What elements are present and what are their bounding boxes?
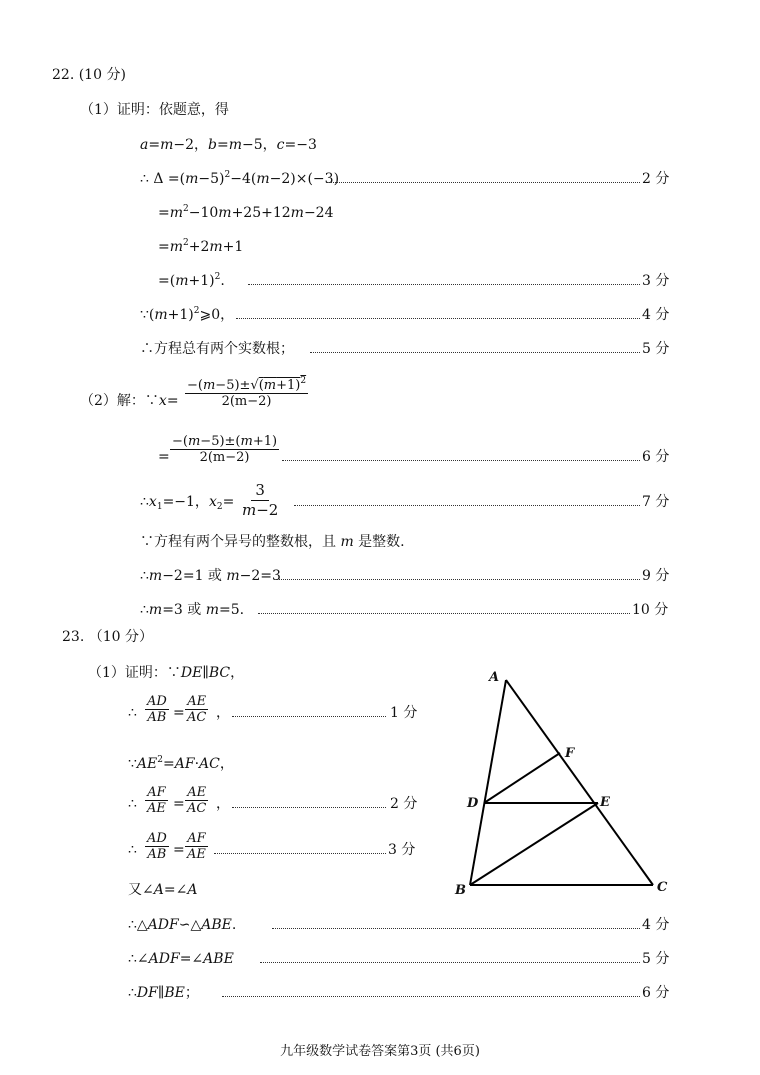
q22-leader-dots-10 xyxy=(258,613,630,614)
q23-common-angle: 又∠A=∠A xyxy=(128,882,198,898)
q22-score-6: 6 分 xyxy=(642,449,670,465)
q22-step-simplify: $=m^2+2m+1$ xyxy=(158,238,244,255)
label-d: D xyxy=(467,796,479,811)
q22-roots: $\therefore x_1=-1$，$x_2=$ xyxy=(140,494,235,512)
q23-therefore-3: ∴ xyxy=(128,842,137,858)
q22-leader-dots-5 xyxy=(310,352,640,353)
q23-parallel: ∴DF∥BE； xyxy=(128,985,199,1001)
q23-ratio-ae-2: AE xyxy=(187,785,207,800)
q22-x2-denominator: m−2 xyxy=(242,501,279,519)
q23-eq-1: = xyxy=(173,705,185,721)
label-b: B xyxy=(455,883,466,898)
q23-ratio-ac: AC xyxy=(187,710,207,725)
q22-leader-dots-6 xyxy=(282,460,640,461)
q22-discriminant: ∴ $\Delta =(m-5)^2-4(m-2)\times(-3)$ xyxy=(140,170,340,187)
side-ab xyxy=(470,680,506,885)
q22-step-expand: $=m^2-10m+25+12m-24$ xyxy=(158,204,334,221)
q23-ratio-af-2: AF xyxy=(187,831,206,846)
q22-score-2: 2 分 xyxy=(642,171,670,187)
label-a: A xyxy=(489,670,500,685)
q22-leader-dots-9 xyxy=(276,579,640,580)
q23-score-4: 4 分 xyxy=(642,917,670,933)
q23-ratio-ad: AD xyxy=(147,694,167,709)
q22-root-formula xyxy=(185,378,308,409)
q23-therefore-2: ∴ xyxy=(128,796,137,812)
q23-comma-1: ， xyxy=(216,705,230,721)
q22-integer-roots: ∵方程有两个异号的整数根，且 m 是整数. xyxy=(140,534,405,550)
q22-score-4: 4 分 xyxy=(642,307,670,323)
q23-ratio-ae-ac-2 xyxy=(185,785,208,816)
q23-leader-dots-2 xyxy=(232,807,386,808)
q22-leader-dots-3 xyxy=(248,284,640,285)
q23-ratio-af-ae xyxy=(145,785,168,816)
q22-root-simplified-numerator: −(m−5)±(m+1) xyxy=(172,434,278,449)
label-c: C xyxy=(657,880,668,895)
q23-score-6: 6 分 xyxy=(642,985,670,1001)
q23-similar: ∴△ADF∽△ABE. xyxy=(128,917,237,933)
q22-heading: 22. (10 分) xyxy=(52,67,126,83)
q23-eq-3: = xyxy=(173,842,185,858)
q23-ratio-ad-ab-2 xyxy=(145,831,169,862)
segment-df xyxy=(484,753,560,803)
q23-ratio-ad-2: AD xyxy=(147,831,167,846)
q23-ratio-ad-ab xyxy=(145,694,169,725)
q22-part1-label: （1）证明：依题意，得 xyxy=(80,102,229,118)
label-f: F xyxy=(565,746,575,761)
q22-score-5: 5 分 xyxy=(642,341,670,357)
q23-score-1: 1 分 xyxy=(390,705,418,721)
q22-conclusion-1: ∴方程总有两个实数根； xyxy=(140,341,294,357)
triangle-figure xyxy=(440,660,680,900)
label-e: E xyxy=(600,795,610,810)
q23-comma-2: ， xyxy=(216,796,230,812)
q23-score-3: 3 分 xyxy=(388,842,416,858)
q23-ratio-ab-2: AB xyxy=(147,847,167,862)
side-ac xyxy=(506,680,653,885)
q23-leader-dots-1 xyxy=(232,716,386,717)
q23-equal-angles: ∴∠ADF=∠ABE xyxy=(128,951,234,967)
q22-part2-label: （2）解：∵x= xyxy=(80,393,179,409)
q23-leader-dots-5 xyxy=(260,962,640,963)
q22-root-simplified xyxy=(170,434,279,465)
q23-part1-label: （1）证明：∵DE∥BC， xyxy=(88,665,245,681)
q23-leader-dots-4 xyxy=(272,928,640,929)
q22-x2-numerator: 3 xyxy=(251,481,269,501)
q22-score-7: 7 分 xyxy=(642,494,670,510)
q23-ratio-ae-ac xyxy=(185,694,208,725)
q23-therefore-1: ∴ xyxy=(128,705,137,721)
page-footer: 九年级数学试卷答案第3页 (共6页) xyxy=(280,1044,480,1059)
q22-coefficients: a=m−2，b=m−5，c=−3 xyxy=(140,137,317,153)
q23-leader-dots-6 xyxy=(222,996,640,997)
q22-answer: ∴m=3 或 m=5. xyxy=(140,602,245,618)
q22-score-10: 10 分 xyxy=(632,602,669,618)
q23-ratio-af: AF xyxy=(147,785,166,800)
q22-root-formula-denominator: 2(m−2) xyxy=(221,394,272,409)
q23-score-5: 5 分 xyxy=(642,951,670,967)
q22-eq-sign: = xyxy=(158,449,170,465)
q22-leader-dots-2 xyxy=(326,182,640,183)
segment-be xyxy=(470,803,598,885)
q23-ratio-ae-den: AE xyxy=(147,801,166,816)
q23-ratio-af-ae-2 xyxy=(185,831,208,862)
q23-ratio-ae-3: AE xyxy=(187,847,206,862)
q23-score-2: 2 分 xyxy=(390,796,418,812)
q22-step-square: $=(m+1)^2$. xyxy=(158,272,225,289)
q22-nonnegative: $\because(m+1)^2⩾0$， xyxy=(140,306,235,323)
q22-root-simplified-denominator: 2(m−2) xyxy=(199,450,250,465)
q22-x2-fraction xyxy=(240,481,280,520)
q23-ratio-ac-2: AC xyxy=(187,801,207,816)
q23-ae-squared: $\because AE^2=AF\cdot AC$， xyxy=(128,755,234,772)
q23-heading: 23. （10 分） xyxy=(62,629,153,645)
q23-leader-dots-3 xyxy=(214,853,386,854)
q23-ratio-ae: AE xyxy=(187,694,207,709)
q22-score-9: 9 分 xyxy=(642,568,670,584)
q22-cases: ∴m−2=1 或 m−2=3 xyxy=(140,568,281,584)
q22-leader-dots-7 xyxy=(294,505,640,506)
q22-leader-dots-4 xyxy=(236,318,640,319)
q22-score-3: 3 分 xyxy=(642,273,670,289)
q22-root-formula-numerator: $-(m-5)\pm√(m+1)^2$ xyxy=(187,376,307,393)
q23-ratio-ab: AB xyxy=(147,710,167,725)
q23-eq-2: = xyxy=(173,796,185,812)
